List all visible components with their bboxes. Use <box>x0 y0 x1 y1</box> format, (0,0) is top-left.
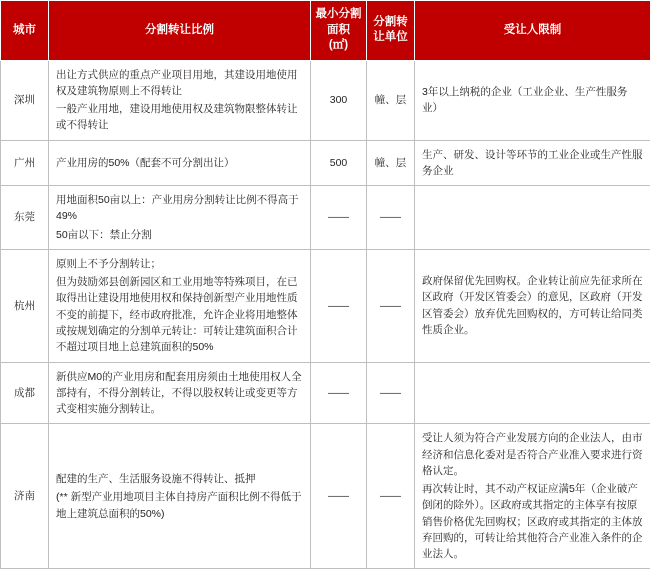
table-row <box>1 362 650 424</box>
cell-transferee-limit <box>415 140 650 186</box>
header-city: 城市 <box>1 1 49 61</box>
cell-min-area: 500 <box>311 140 367 186</box>
cell-city: 东莞 <box>1 186 49 250</box>
table-header-row <box>1 1 650 61</box>
cell-city: 深圳 <box>1 60 49 140</box>
table-row <box>1 249 650 362</box>
table-row <box>1 424 650 569</box>
table-row <box>1 60 650 140</box>
ratio-paragraph: (** 新型产业用地项目主体自持房产面积比例不得低于地上建筑总面积的50%) <box>56 489 303 522</box>
ratio-paragraph: 新供应M0的产业用房和配套用房须由土地使用权人全部持有，不得分割转让，不得以股权转让或变更等方式变相实施分割转让。 <box>56 369 303 418</box>
cell-ratio <box>49 186 311 250</box>
cell-transferee-limit <box>415 249 650 362</box>
cell-ratio <box>49 60 311 140</box>
cell-transferee-limit <box>415 60 650 140</box>
cell-transfer-unit: —— <box>367 186 415 250</box>
limit-paragraph: 3年以上纳税的企业（工业企业、生产性服务业） <box>422 84 643 117</box>
table-row <box>1 186 650 250</box>
cell-transfer-unit: —— <box>367 249 415 362</box>
cell-transfer-unit: —— <box>367 424 415 569</box>
ratio-paragraph: 但为鼓励郊县创新园区和工业用地等特殊项目，在已取得出让建设用地使用权和保持创新型产业用地性质不变的前提下，经市政府批准，允许企业将用地整体或按规划确定的分割单元转让：可转让建筑面积合计不超过项目地上总建筑面积的50% <box>56 274 303 355</box>
cell-city: 广州 <box>1 140 49 186</box>
limit-paragraph: 受让人须为符合产业发展方向的企业法人，由市经济和信息化委对是否符合产业准入要求进行资格认定。 <box>422 430 643 479</box>
header-transfer-unit-line2: 让单位 <box>371 30 410 46</box>
header-transferee-limit: 受让人限制 <box>415 1 650 61</box>
ratio-paragraph: 配建的生产、生活服务设施不得转让、抵押 <box>56 471 303 487</box>
cell-min-area: 300 <box>311 60 367 140</box>
cell-transfer-unit: 幢、层 <box>367 60 415 140</box>
ratio-paragraph: 产业用房的50%（配套不可分割出让） <box>56 155 303 171</box>
cell-transferee-limit <box>415 424 650 569</box>
cell-ratio <box>49 362 311 424</box>
header-transfer-unit-line1: 分割转 <box>371 15 410 31</box>
cell-city: 杭州 <box>1 249 49 362</box>
cell-transfer-unit: —— <box>367 362 415 424</box>
table-row <box>1 140 650 186</box>
cell-transferee-limit <box>415 186 650 250</box>
ratio-paragraph: 50亩以下：禁止分割 <box>56 227 303 243</box>
cell-transfer-unit: 幢、层 <box>367 140 415 186</box>
cell-min-area: —— <box>311 186 367 250</box>
header-transfer-unit <box>367 1 415 61</box>
header-min-area <box>311 1 367 61</box>
cell-city: 成都 <box>1 362 49 424</box>
ratio-paragraph: 一般产业用地，建设用地使用权及建筑物限整体转让或不得转让 <box>56 101 303 134</box>
ratio-paragraph: 出让方式供应的重点产业项目用地，其建设用地使用权及建筑物原则上不得转让 <box>56 67 303 100</box>
cell-city: 济南 <box>1 424 49 569</box>
ratio-paragraph: 原则上不予分割转让； <box>56 256 303 272</box>
limit-paragraph: 生产、研发、设计等环节的工业企业或生产性服务企业 <box>422 147 643 180</box>
header-min-area-line2: 面积 <box>315 23 362 39</box>
cell-ratio <box>49 140 311 186</box>
table-body <box>1 60 650 569</box>
cell-transferee-limit <box>415 362 650 424</box>
cell-min-area: —— <box>311 424 367 569</box>
limit-paragraph: 政府保留优先回购权。企业转让前应先征求所在区政府（开发区管委会）的意见，区政府（开发区管委会）放弃优先回购权的，方可转让给同类性质企业。 <box>422 273 643 338</box>
header-min-area-line3: (㎡) <box>315 38 362 54</box>
header-ratio: 分割转让比例 <box>49 1 311 61</box>
cell-min-area: —— <box>311 362 367 424</box>
limit-paragraph: 再次转让时，其不动产权证应满5年（企业破产倒闭的除外）。区政府或其指定的主体享有按原销售价格优先回购权；区政府或其指定的主体放弃回购的，可转让给其他符合产业准入条件的企业法人。 <box>422 481 643 562</box>
cell-ratio <box>49 249 311 362</box>
cell-ratio <box>49 424 311 569</box>
header-min-area-line1: 最小分割 <box>315 7 362 23</box>
cell-min-area: —— <box>311 249 367 362</box>
ratio-paragraph: 用地面积50亩以上：产业用房分割转让比例不得高于49% <box>56 192 303 225</box>
